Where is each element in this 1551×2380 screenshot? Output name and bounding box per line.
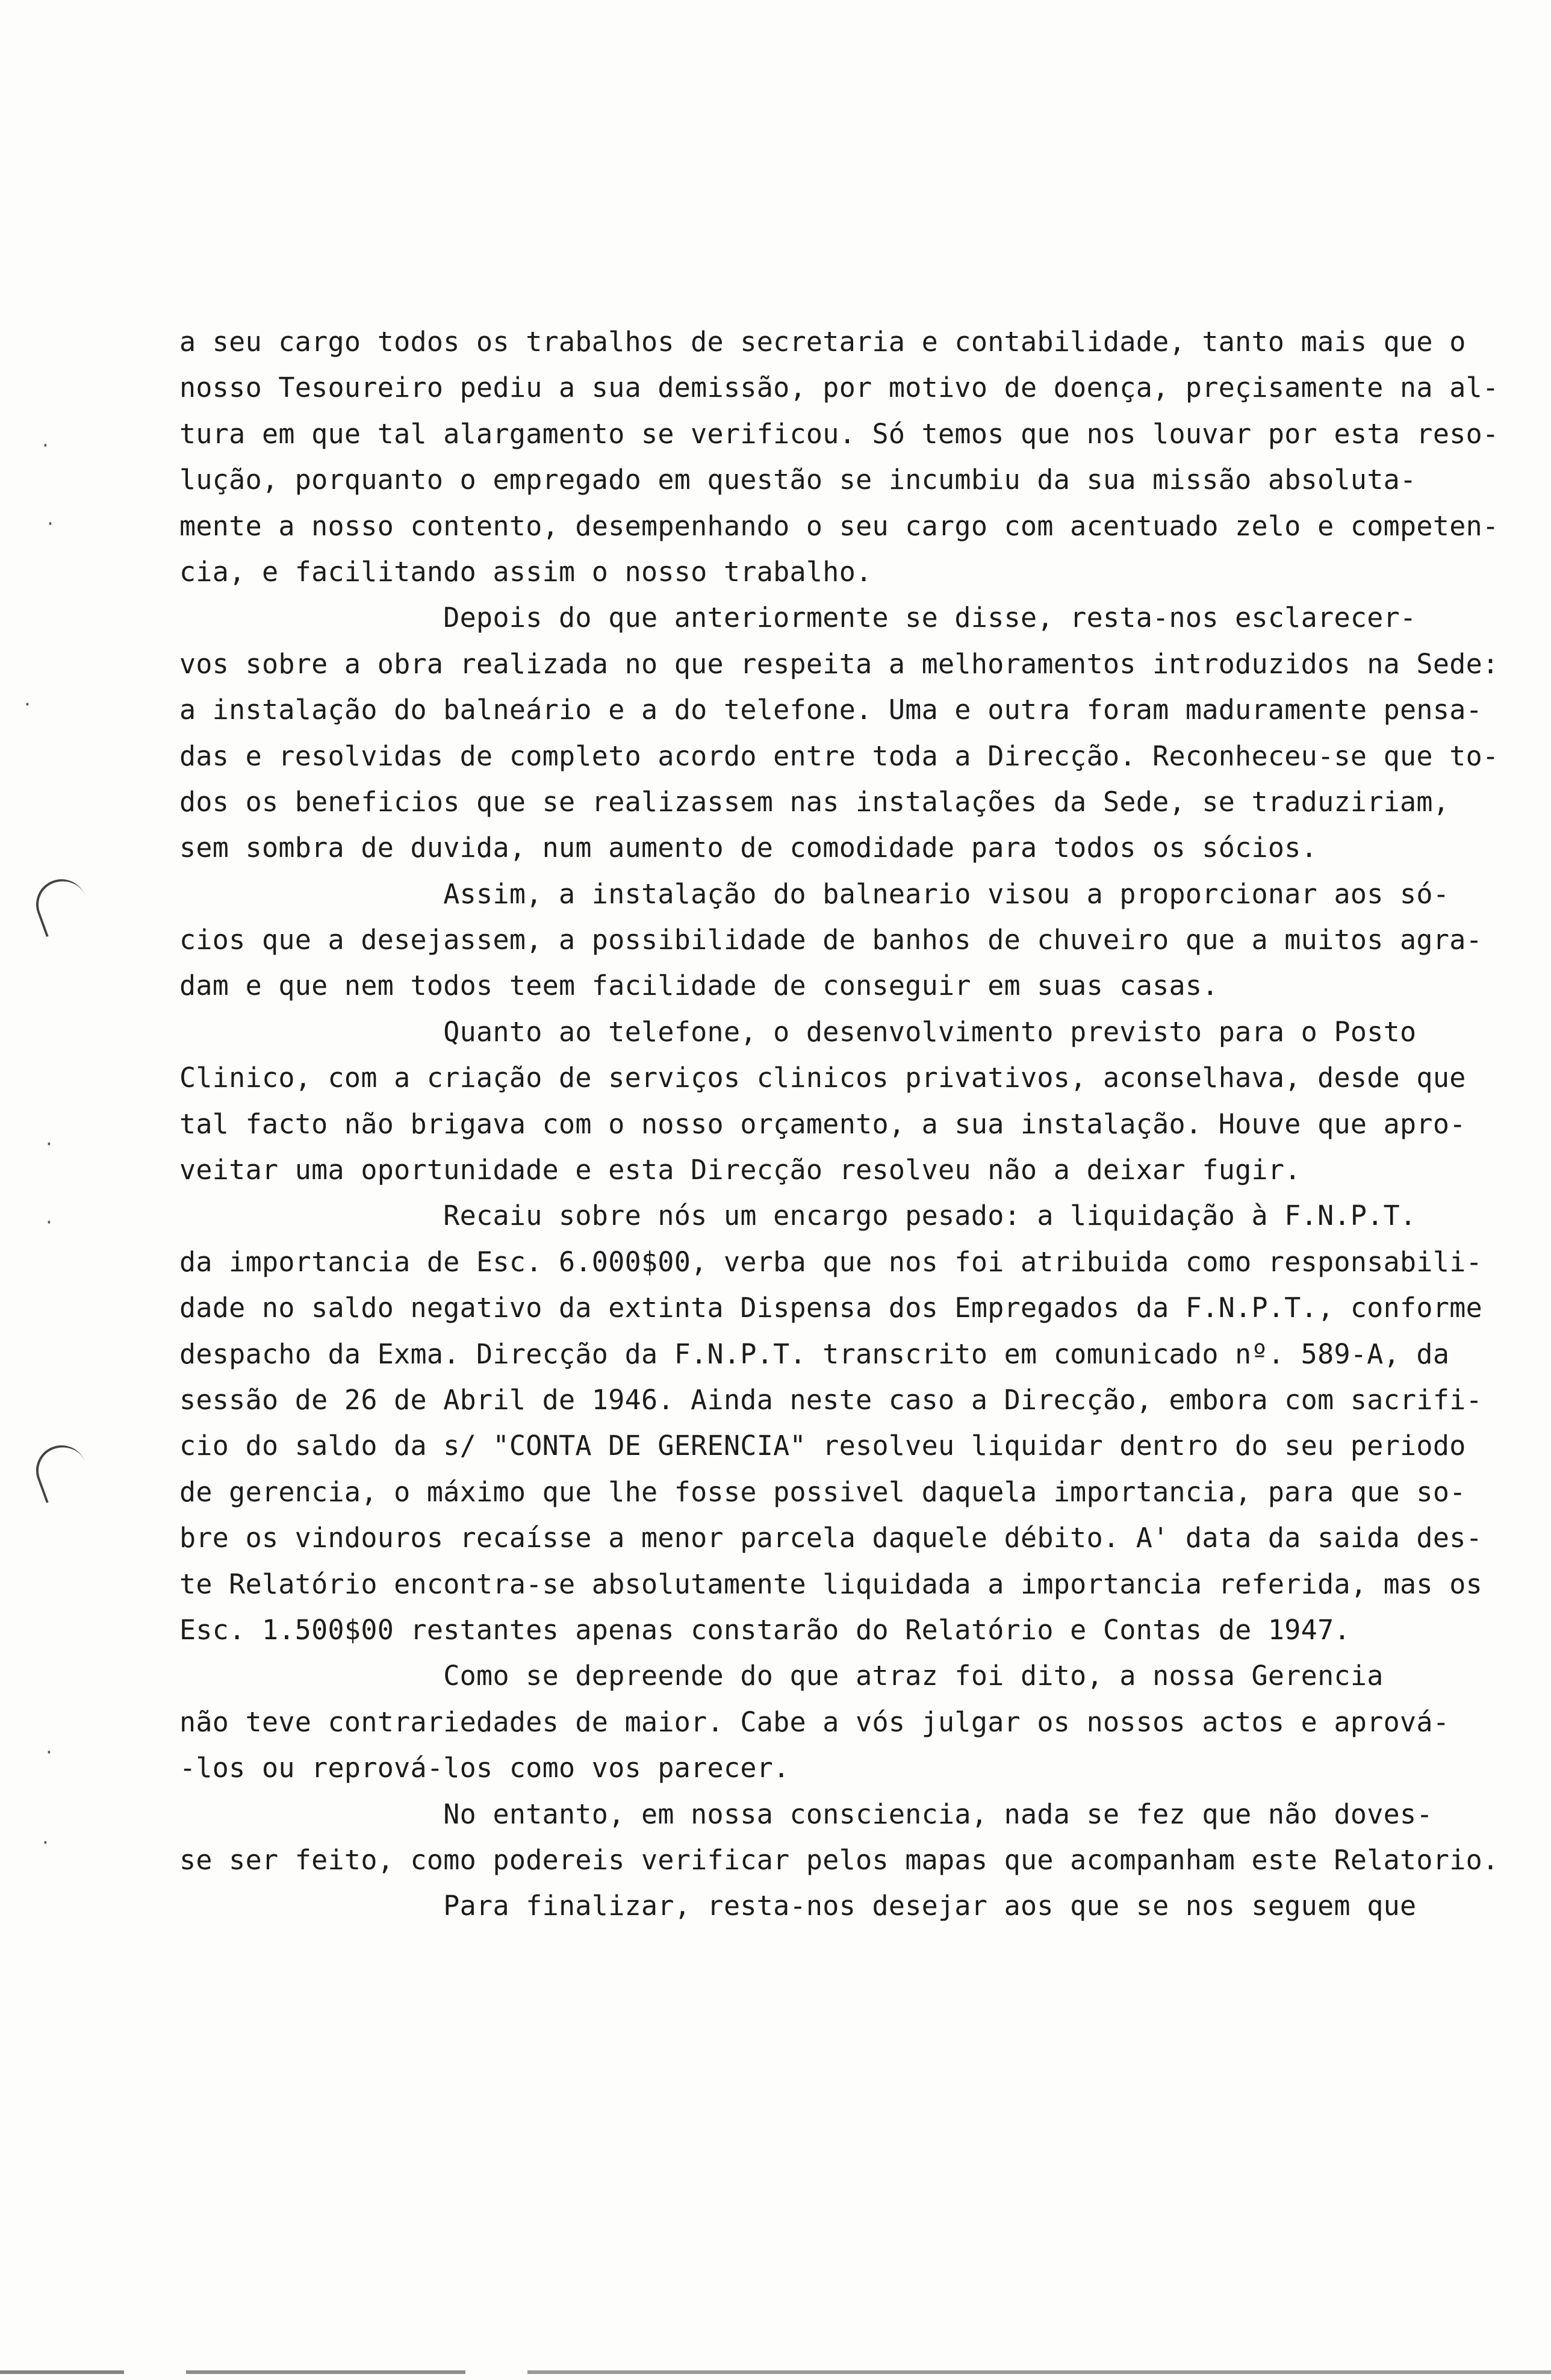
text-line: te Relatório encontra-se absolutamente liquidada a importancia referida, mas os <box>179 1568 1482 1600</box>
text-line: Esc. 1.500$00 restantes apenas constarão do Relatório e Contas de 1947. <box>179 1613 1351 1646</box>
text-line: dam e que nem todos teem facilidade de conseguir em suas casas. <box>179 970 1219 1002</box>
text-line: cio do saldo da s/ "CONTA DE GERENCIA" resolveu liquidar dentro do seu periodo <box>179 1430 1466 1462</box>
text-line: mente a nosso contento, desempenhando o seu cargo com acentuado zelo e competen- <box>179 509 1499 542</box>
margin-mark: · <box>46 1210 52 1235</box>
text-line: da importancia de Esc. 6.000$00, verba que nos foi atribuida como responsabili- <box>179 1245 1482 1278</box>
document-body <box>179 319 1499 1930</box>
margin-mark: · <box>42 434 49 458</box>
text-line: das e resolvidas de completo acordo entre toda a Direcção. Reconheceu-se que to- <box>179 740 1499 772</box>
text-line: a instalação do balneário e a do telefone. Uma e outra foram maduramente pensa- <box>179 694 1482 726</box>
punch-hole-mark <box>29 1438 94 1503</box>
text-line: -los ou reprová-los como vos parecer. <box>179 1752 790 1784</box>
text-line: Depois do que anteriormente se disse, resta-nos esclarecer- <box>179 602 1417 634</box>
margin-mark: · <box>46 1740 52 1765</box>
text-line: sem sombra de duvida, num aumento de comodidade para todos os sócios. <box>179 832 1318 864</box>
text-line: No entanto, em nossa consciencia, nada se fez que não doves- <box>179 1798 1433 1830</box>
punch-hole-mark <box>29 872 94 937</box>
text-line: Como se depreende do que atraz foi dito, a nossa Gerencia <box>179 1660 1384 1692</box>
text-line: de gerencia, o máximo que lhe fosse possivel daquela importancia, para que so- <box>179 1475 1466 1508</box>
margin-mark: · <box>42 1831 49 1855</box>
text-line: cios que a desejassem, a possibilidade de banhos de chuveiro que a muitos agra- <box>179 924 1482 956</box>
page-edge-rule <box>0 2370 1551 2374</box>
text-line: tura em que tal alargamento se verificou. Só temos que nos louvar por esta reso- <box>179 417 1499 450</box>
text-line: cia, e facilitando assim o nosso trabalho. <box>179 555 872 588</box>
text-line: despacho da Exma. Direcção da F.N.P.T. transcrito em comunicado nº. 589-A, da <box>179 1338 1450 1370</box>
text-line: Recaiu sobre nós um encargo pesado: a liquidação à F.N.P.T. <box>179 1200 1417 1232</box>
text-line: sessão de 26 de Abril de 1946. Ainda neste caso a Direcção, embora com sacrifi- <box>179 1383 1482 1416</box>
text-line: dos os beneficios que se realizassem nas instalações da Sede, se traduziriam, <box>179 785 1450 818</box>
text-line: não teve contrariedades de maior. Cabe a vós julgar os nossos actos e aprová- <box>179 1706 1450 1738</box>
text-line: veitar uma oportunidade e esta Direcção resolveu não a deixar fugir. <box>179 1154 1301 1186</box>
text-line: se ser feito, como podereis verificar pelos mapas que acompanham este Relatorio. <box>179 1843 1499 1876</box>
text-line: Assim, a instalação do balneario visou a proporcionar aos só- <box>179 877 1450 910</box>
text-line: tal facto não brigava com o nosso orçamento, a sua instalação. Houve que apro- <box>179 1107 1466 1140</box>
text-line: a seu cargo todos os trabalhos de secretaria e contabilidade, tanto mais que o <box>179 326 1466 358</box>
text-line: Para finalizar, resta-nos desejar aos que se nos seguem que <box>179 1890 1417 1922</box>
text-line: vos sobre a obra realizada no que respeita a melhoramentos introduzidos na Sede: <box>179 647 1499 680</box>
text-line: dade no saldo negativo da extinta Dispensa dos Empregados da F.N.P.T., conforme <box>179 1292 1482 1324</box>
text-line: lução, porquanto o empregado em questão se incumbiu da sua missão absoluta- <box>179 464 1417 496</box>
text-line: nosso Tesoureiro pediu a sua demissão, por motivo de doença, preçisamente na al- <box>179 372 1499 404</box>
text-line: bre os vindouros recaísse a menor parcela daquele débito. A' data da saida des- <box>179 1522 1482 1554</box>
text-line: Clinico, com a criação de serviços clinicos privativos, aconselhava, desde que <box>179 1062 1466 1094</box>
margin-mark: · <box>46 1132 52 1156</box>
text-line: Quanto ao telefone, o desenvolvimento previsto para o Posto <box>179 1015 1417 1048</box>
margin-mark: · <box>24 693 31 717</box>
margin-mark: · <box>47 512 54 536</box>
